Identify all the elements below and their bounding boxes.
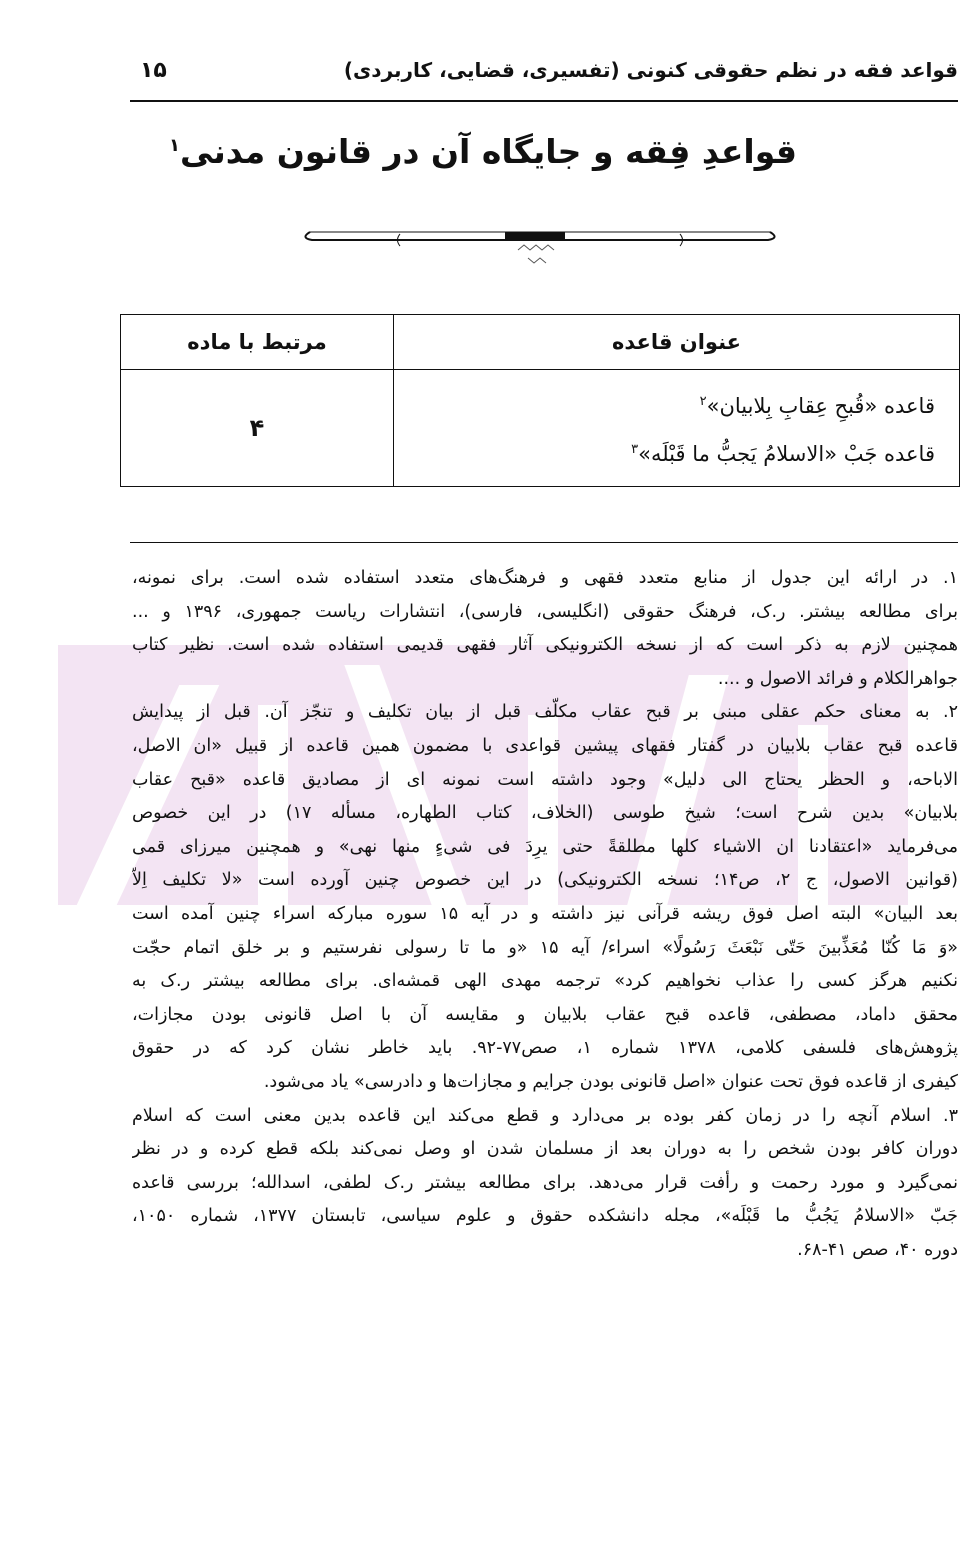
page-number: ۱۵ <box>140 58 167 83</box>
running-header <box>130 58 958 94</box>
footnote-mark: ۲ <box>699 394 707 409</box>
rule-text: قاعده «قُبحِ عِقابِ بِلابیان» <box>706 394 935 418</box>
footnote-3 <box>132 1100 958 1268</box>
footnote-line: قاعده قبح عقاب بلابیان در گفتار فقهای پیشین قواعدی با مضمون همین قاعده از قبیل «ان الاصل، <box>132 735 958 756</box>
footnote-2 <box>132 696 958 1099</box>
header-related-article: مرتبط با ماده <box>121 315 394 370</box>
footnote-line: دوران کافر بودن شخص را به دوران بعد از مسلمان شدن او وصل نمی‌کند بلکه قطع کرده و در نظر <box>132 1139 958 1160</box>
footnote-mark: ۱ <box>168 135 180 156</box>
footnote-1 <box>132 562 958 696</box>
footnote-line: می‌فرماید «اعتقادنا ان الاشیاء کلها مطلقةً حتی یرِدَ فی شیءٍ منها نهی» و همچنین میرزای قمی <box>132 836 958 857</box>
footnote-line: برای مطالعه بیشتر. ر.ک، فرهنگ حقوقی (انگلیسی، فارسی)، انتشارات ریاست جمهوری، ۱۳۹۶ و ... <box>132 601 958 622</box>
footnote-line: جَبّ «الاسلامُ یَجُبُّ ما قَبْلَه»، مجله دانشکده حقوق و علوم سیاسی، تابستان ۱۳۷۷، شماره ۱۰۵۰، <box>132 1206 958 1227</box>
footnote-line: دوره ۴۰، صص ۴۱-۶۸. <box>797 1239 958 1260</box>
footnote-line: نکنیم هرگز کسی را عذاب نخواهیم کرد» ترجمه مهدی الهی قمشه‌ای. برای مطالعه بیشتر ر.ک به <box>132 971 958 992</box>
rules-table <box>120 314 960 487</box>
footnote-line: نمی‌گیرد و مورد رحمت و رأفت قرار می‌دهد. برای مطالعه بیشتر ر.ک لطفی، اسدالله؛ بررسی قاعده <box>132 1172 958 1193</box>
header-rule <box>130 100 958 102</box>
footnote-line: پژوهش‌های فلسفی کلامی، ۱۳۷۸ شماره ۱، صص۷۷-۹۲. باید خاطر نشان کرد که در حقوق <box>132 1038 958 1059</box>
chapter-title <box>120 132 846 171</box>
ornament-divider-icon <box>300 220 780 270</box>
footnote-line: ۱. در ارائه این جدول از منابع متعدد فقهی و فرهنگ‌های متعدد استفاده شده است. برای نمونه، <box>132 568 958 588</box>
footnote-line: بعد البیان» البته اصل فوق ریشه قرآنی نیز داشته و در آیه ۱۵ سوره مبارکه اسراء چنین آمده است <box>132 903 958 924</box>
footnote-line: ۳. اسلام آنچه را در زمان کفر بوده بر می‌دارد و قطع می‌کند این قاعده بدین معنی است که اسلام <box>132 1105 958 1126</box>
footnote-list <box>132 562 958 1267</box>
footnote-line: «وَ مَا کُنّا مُعَذِّبینَ حَتّی نَبْعَثَ رَسُولًا» اسراء/ آیه ۱۵ «و ما تا رسولی نفرستیم و بر خلق اتمام حجّت <box>132 937 958 958</box>
footnote-line: الاباحه، و الحظر یحتاج الی دلیل» وجود داشته است نمونه ای از مصادیق قاعده «قبح عقاب <box>132 769 958 790</box>
footnote-line: کیفری از قاعده فوق تحت عنوان «اصل قانونی بودن جرایم و مجازات‌ها و دادرسی» یاد می‌شود. <box>263 1071 958 1092</box>
footnote-line: همچنین لازم به ذکر است که از نسخه الکترونیکی آثار فقهی قدیمی استفاده شده است. نظیر کتاب <box>132 635 958 656</box>
footnote-rule <box>130 542 958 543</box>
rule-item <box>418 428 935 476</box>
footnote-line: ۲. به معنای حکم عقلی مبنی بر قبح عقاب مکلّف قبل از بیان تکلیف و تنجّز آن. قبل از پیدایش <box>132 702 958 723</box>
footnotes <box>132 562 958 1267</box>
article-cell: ۴ <box>121 370 394 487</box>
footnote-line: بلابیان» بدین شرح است؛ شیخ طوسی (الخلاف، کتاب الطهاره، مسأله ۱۷) در این خصوص <box>132 803 958 824</box>
footnote-line: جواهرالکلام و فرائد الاصول و .... <box>717 668 958 689</box>
chapter-title-text: قواعدِ فِقه و جایگاه آن در قانون مدنی <box>179 132 798 171</box>
header-rule-title: عنوان قاعده <box>394 315 960 370</box>
rule-text: قاعده جَبْ «الاسلامُ یَجبُّ ما قَبْلَه» <box>638 442 935 466</box>
footnote-line: (قوانین الاصول، ج ۲، ص۱۴؛ نسخه الکترونیکی) در این خصوص چنین آورده است «لا تکلیف اِلاّ <box>132 870 958 891</box>
footnote-mark: ۳ <box>631 442 639 457</box>
running-title: قواعد فقه در نظم حقوقی کنونی (تفسیری، قضایی، کاربردی) <box>343 58 958 82</box>
rule-item <box>418 380 935 428</box>
table-header-row <box>121 315 960 370</box>
table-row <box>121 370 960 487</box>
rules-cell <box>394 370 960 487</box>
footnote-line: محقق داماد، مصطفی، قاعده قبح عقاب بلابیان و مقایسه آن با اصل قانونی بودن مجازات، <box>132 1004 958 1025</box>
